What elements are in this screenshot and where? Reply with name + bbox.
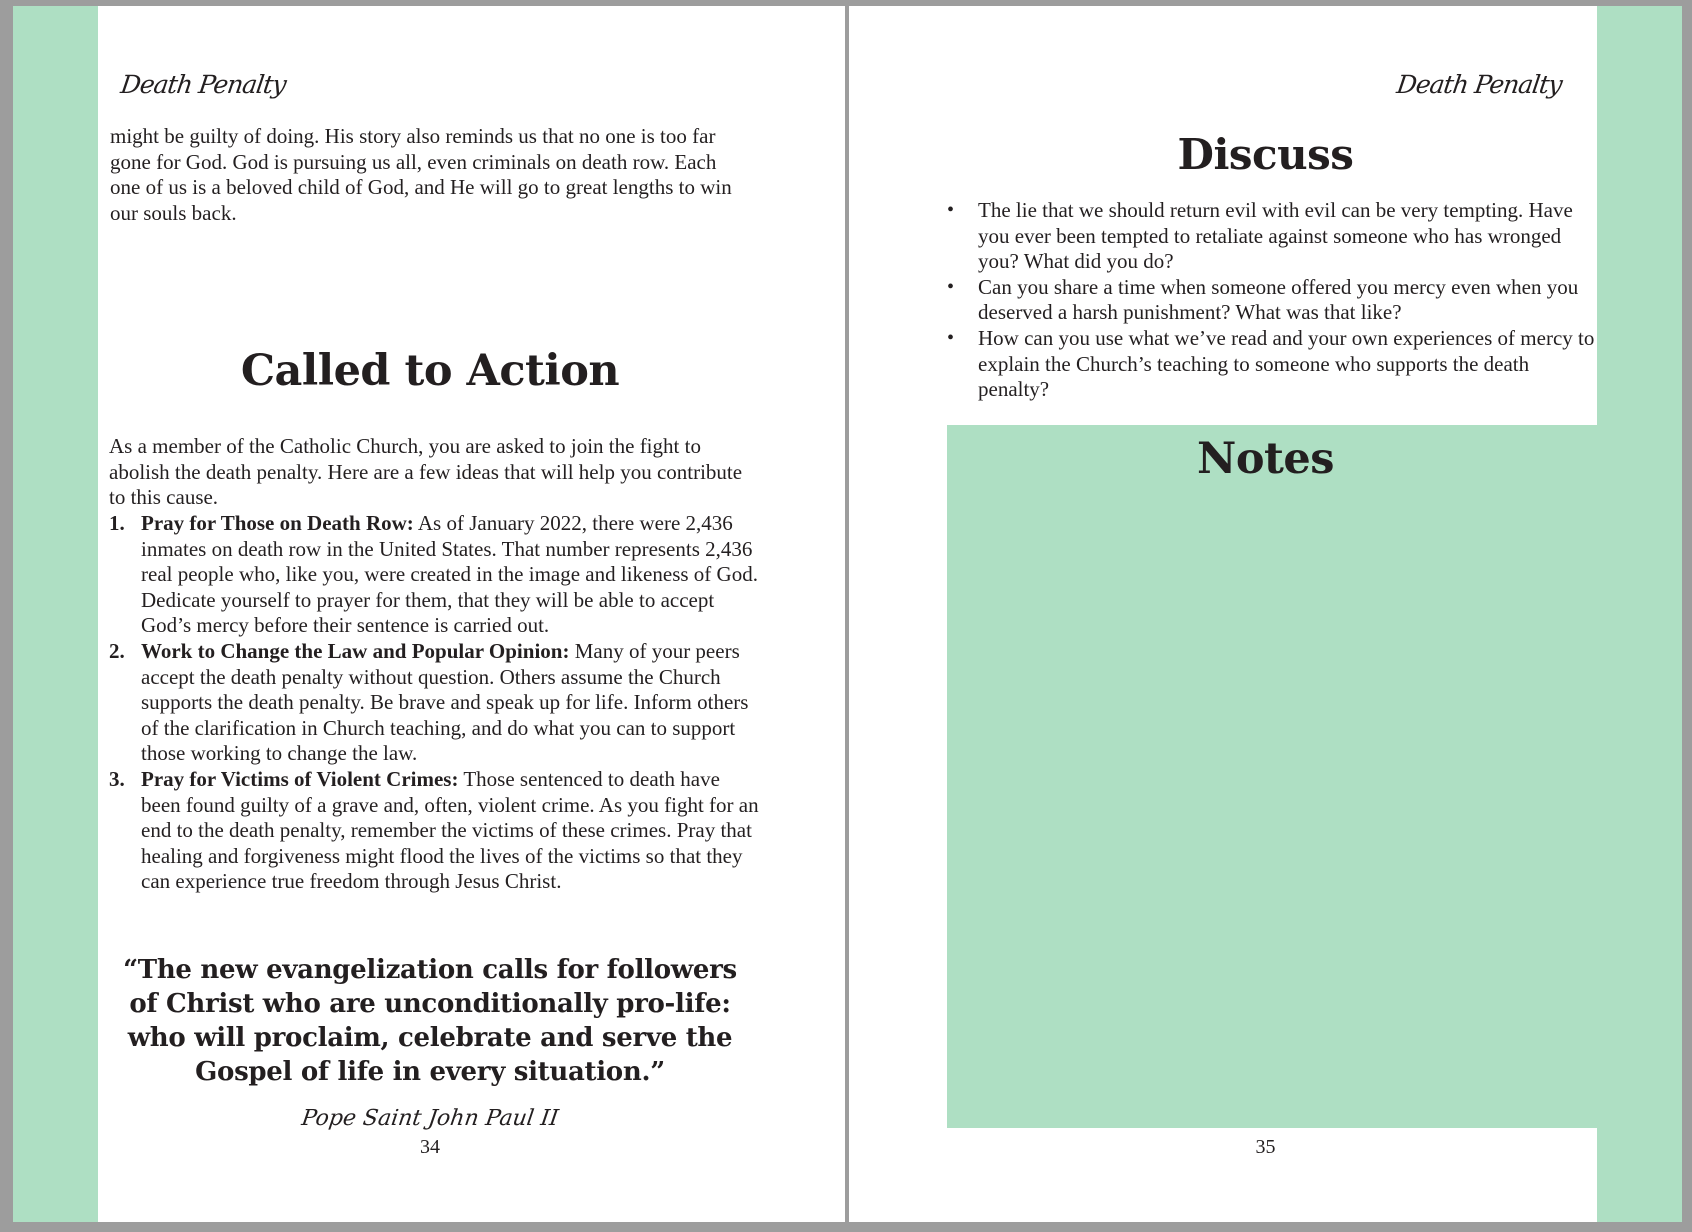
list-item: • How can you use what we’ve read and your own experiences of mercy to explain the Church’s teaching to someone who supports the death penalty?: [947, 326, 1599, 403]
discussion-questions: [947, 198, 1599, 403]
list-item-number: 1.: [109, 511, 125, 535]
running-head-right: Death Penalty: [1395, 70, 1565, 99]
section-title-discuss: Discuss: [1177, 130, 1354, 179]
action-list: [109, 511, 759, 895]
intro-paragraph: As a member of the Catholic Church, you are asked to join the fight to abolish the death penalty. Here are a few ideas that will help you contribute to this cause.: [109, 434, 743, 510]
list-item-text: Many of your peers accept the death penalty without question. Others assume the Church supports the death penalty. Be brave and speak up for life. Inform others of the clarification in Church teaching, and do what you can to support those working to change the law.: [141, 638, 749, 766]
notes-area: [947, 425, 1599, 1128]
list-item-number: 3.: [109, 766, 125, 791]
list-item: [109, 639, 759, 767]
list-item-heading: Work to Change the Law and Popular Opinion:: [141, 638, 570, 663]
list-item-text: As of January 2022, there were 2,436 inmates on death row in the United States. That number represents 2,436 real people who, like you, were created in the image and likeness of God. Dedicate yourself to prayer for them, that they will be able to accept God’s mercy before their sentence is carried out.: [141, 511, 758, 638]
list-item-text: Those sentenced to death have been found guilty of a grave and, often, violent crime. As you fight for an end to the death penalty, remember the victims of these crimes. Pray that healing and forgiveness might flood the lives of the victims so that they can experience true freedom through Jesus Christ.: [141, 766, 759, 894]
carryover-paragraph: might be guilty of doing. His story also reminds us that no one is too far gone for God. God is pursuing us all, even criminals on death row. Each one of us is a beloved child of God, and He will go to great lengths to win our souls back.: [110, 124, 732, 225]
list-item: • The lie that we should return evil with evil can be very tempting. Have you ever been tempted to retaliate against someone who has wronged you? What did you do?: [947, 198, 1599, 275]
section-title-called-to-action: Called to Action: [240, 346, 620, 396]
list-item: [109, 511, 759, 639]
list-item: • Can you share a time when someone offered you mercy even when you deserved a harsh punishment? What was that like?: [947, 275, 1599, 326]
list-item-heading: Pray for Victims of Violent Crimes:: [141, 766, 459, 791]
list-item: [109, 767, 759, 895]
notes-title: Notes: [1197, 434, 1334, 484]
left-margin-band: [13, 6, 98, 1222]
quote-attribution: Pope Saint John Paul II: [300, 1106, 560, 1131]
right-margin-band: [1597, 6, 1682, 1222]
page-number-left: 34: [420, 1136, 440, 1158]
running-head-left: Death Penalty: [118, 70, 288, 99]
page-number-right: 35: [1255, 1136, 1276, 1158]
page-right: [849, 6, 1682, 1222]
pull-quote: “The new evangelization calls for followers of Christ who are unconditionally pro-life: who will proclaim, celebrate and serve the Gospel of life in every situation.”: [123, 955, 737, 1087]
list-item-number: 2.: [109, 638, 125, 663]
list-item-heading: Pray for Those on Death Row:: [141, 511, 414, 535]
page-left: [13, 6, 845, 1222]
